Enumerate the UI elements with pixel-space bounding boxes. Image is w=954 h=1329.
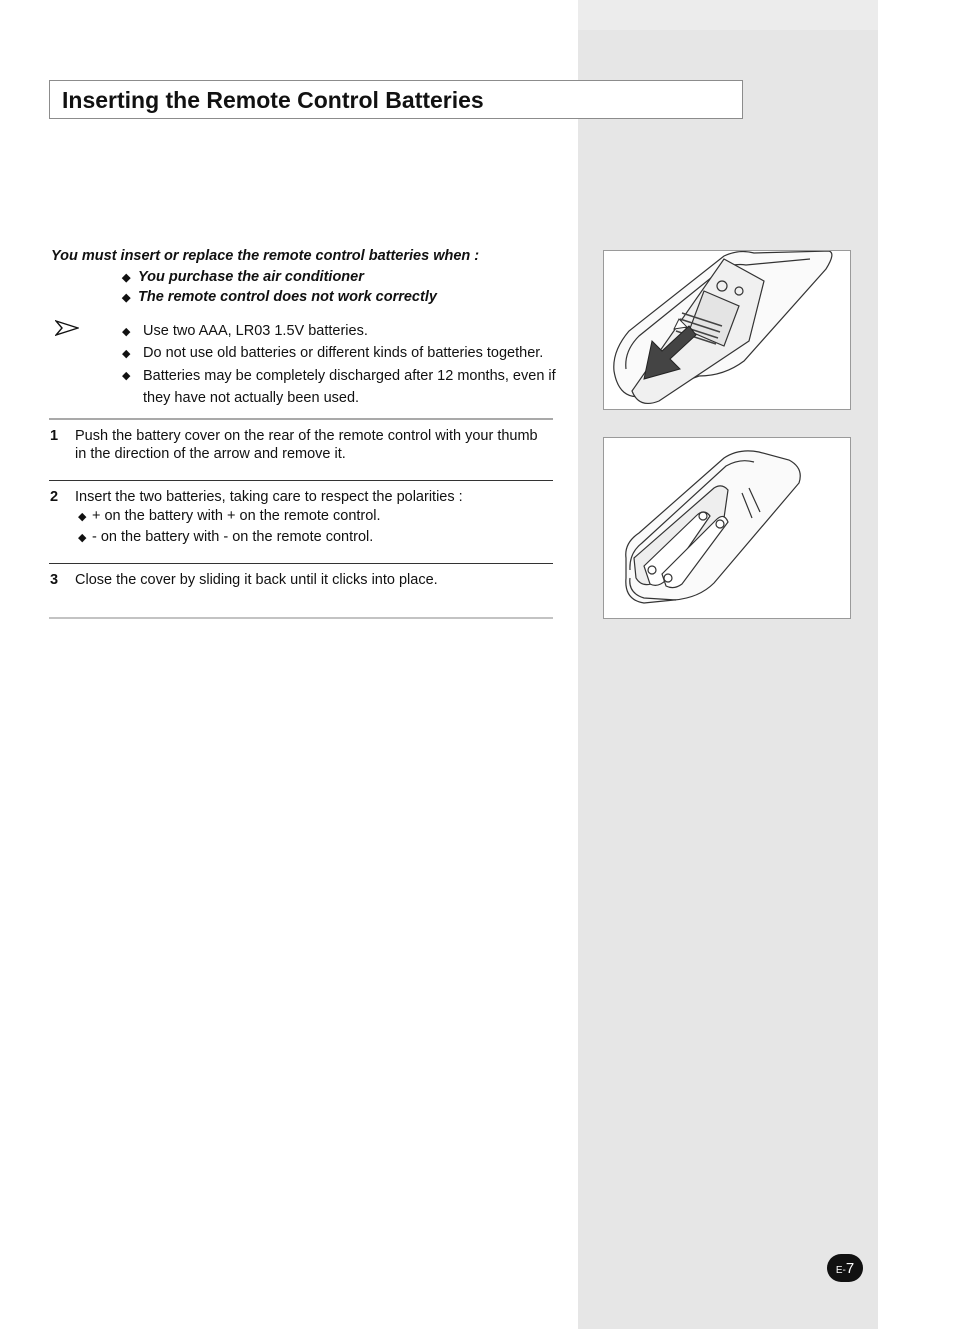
- title-box: [49, 80, 743, 119]
- step-1: [50, 427, 550, 463]
- diamond-bullet-icon: ◆: [122, 326, 131, 338]
- polarity-item: ◆ - on the battery with - on the remote control.: [78, 527, 550, 548]
- remote-batteries-illustration: [604, 438, 849, 617]
- arrow-note-icon: [55, 318, 79, 340]
- intro-item: ◆ The remote control does not work correctly: [122, 289, 437, 305]
- polarity-item: ◆ + on the battery with + on the remote control.: [78, 506, 550, 527]
- step-divider: [49, 563, 553, 564]
- note-list: [122, 321, 562, 409]
- remote-cover-illustration: [604, 251, 849, 408]
- step-text: Push the battery cover on the rear of the remote control with your thumb in the direction of the arrow and remove it.: [75, 428, 538, 462]
- page-number-badge: E- 7: [827, 1254, 863, 1282]
- step-number: 2: [50, 489, 59, 505]
- step-number: 3: [50, 572, 59, 588]
- step-text: Insert the two batteries, taking care to respect the polarities : ◆ + on the battery with + on the remote control. ◆ - on the battery with - on the remote control.: [75, 488, 550, 548]
- step-3: [50, 571, 550, 589]
- diamond-bullet-icon: ◆: [78, 511, 87, 523]
- section-divider: [49, 617, 553, 619]
- intro-list: [122, 268, 437, 308]
- step-text: Close the cover by sliding it back until it clicks into place.: [75, 572, 438, 588]
- step-divider: [49, 480, 553, 481]
- step-2: [50, 488, 550, 548]
- step-number: 1: [50, 428, 59, 444]
- figure-remove-cover: [603, 250, 851, 410]
- diamond-bullet-icon: ◆: [122, 292, 131, 304]
- page-title: Inserting the Remote Control Batteries: [62, 87, 484, 113]
- note-item: ◆ Use two AAA, LR03 1.5V batteries.: [122, 321, 562, 343]
- intro-item: ◆ You purchase the air conditioner: [122, 269, 364, 285]
- diamond-bullet-icon: ◆: [78, 532, 87, 544]
- note-item: ◆ Batteries may be completely discharged after 12 months, even if they have not actually been used.: [122, 365, 562, 409]
- intro-heading: You must insert or replace the remote control batteries when :: [51, 248, 480, 264]
- diamond-bullet-icon: ◆: [122, 370, 131, 382]
- figure-insert-batteries: [603, 437, 851, 619]
- side-panel-top: [578, 0, 878, 30]
- note-item: ◆ Do not use old batteries or different kinds of batteries together.: [122, 343, 562, 365]
- diamond-bullet-icon: ◆: [122, 348, 131, 360]
- diamond-bullet-icon: ◆: [122, 272, 131, 284]
- section-divider: [49, 418, 553, 420]
- side-panel: [578, 0, 878, 1329]
